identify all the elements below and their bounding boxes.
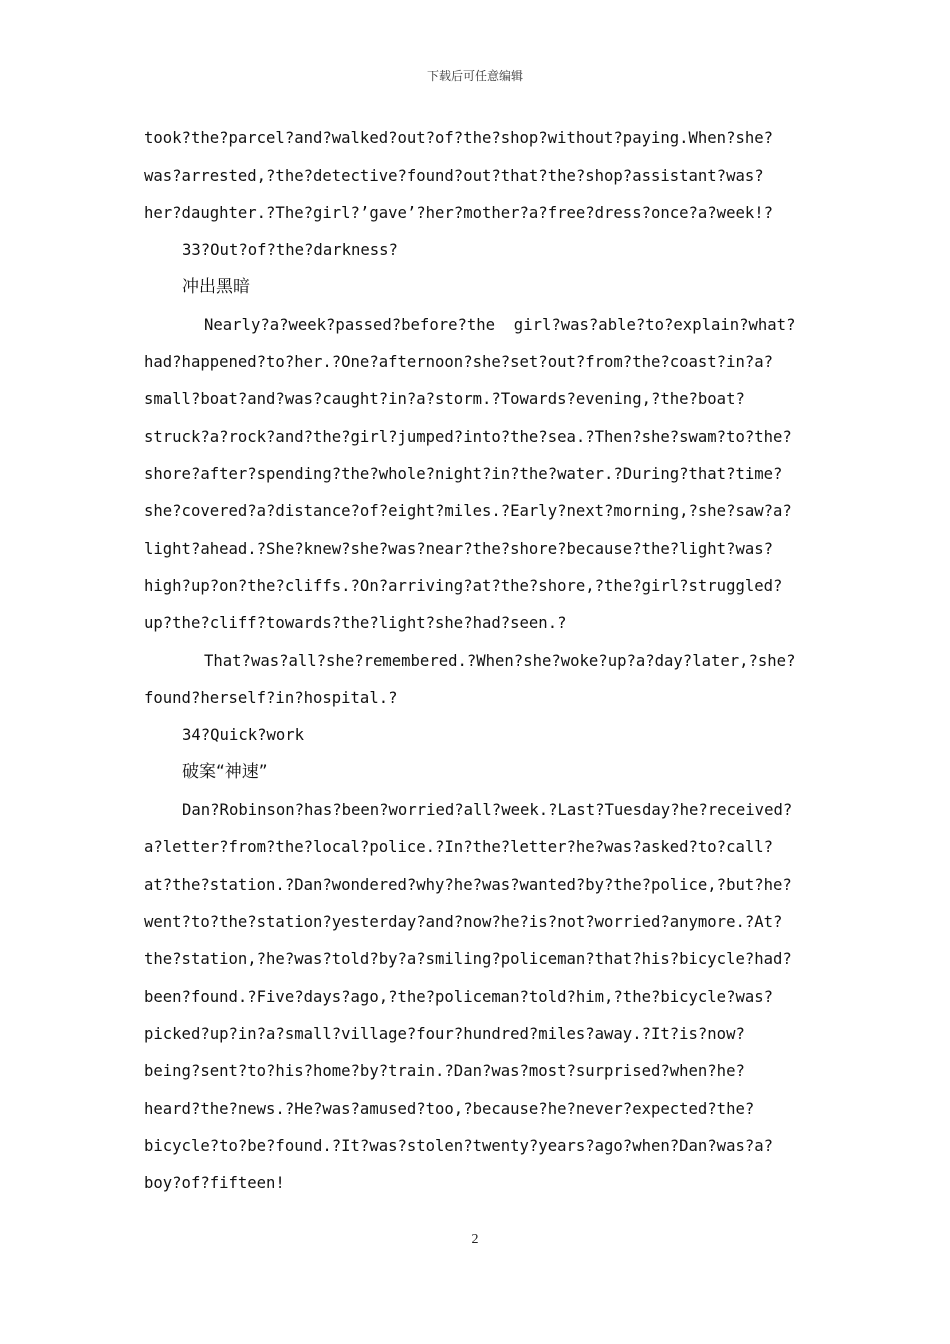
- text-line: picked?up?in?a?small?village?four?hundred?miles?away.?It?is?now?: [144, 1025, 745, 1043]
- section-title: 34?Quick?work: [182, 726, 305, 744]
- section-subtitle: 冲出黑暗: [182, 277, 250, 297]
- text-line: being?sent?to?his?home?by?train.?Dan?was?most?surprised?when?he?: [144, 1062, 745, 1080]
- text-line: a?letter?from?the?local?police.?In?the?letter?he?was?asked?to?call?: [144, 838, 774, 856]
- text-line: shore?after?spending?the?whole?night?in?the?water.?During?that?time?: [144, 465, 783, 483]
- text-line: struck?a?rock?and?the?girl?jumped?into?the?sea.?Then?she?swam?to?the?: [144, 428, 792, 446]
- text-line: light?ahead.?She?knew?she?was?near?the?shore?because?the?light?was?: [144, 540, 774, 558]
- text-line: her?daughter.?The?girl?’gave’?her?mother?a?free?dress?once?a?week!?: [144, 204, 774, 222]
- text-line: was?arrested,?the?detective?found?out?that?the?shop?assistant?was?: [144, 167, 764, 185]
- text-line: high?up?on?the?cliffs.?On?arriving?at?the?shore,?the?girl?struggled?: [144, 577, 783, 595]
- page-header: 下载后可任意编辑: [426, 69, 523, 83]
- text-line: found?herself?in?hospital.?: [144, 689, 398, 707]
- section-title: 33?Out?of?the?darkness?: [182, 241, 398, 259]
- text-line: at?the?station.?Dan?wondered?why?he?was?wanted?by?the?police,?but?he?: [144, 876, 792, 894]
- text-line: she?covered?a?distance?of?eight?miles.?Early?next?morning,?she?saw?a?: [144, 502, 792, 520]
- text-line: up?the?cliff?towards?the?light?she?had?seen.?: [144, 614, 567, 632]
- section-subtitle: 破案“神速”: [182, 762, 268, 782]
- text-line: the?station,?he?was?told?by?a?smiling?policeman?that?his?bicycle?had?: [144, 950, 792, 968]
- text-line: Nearly?a?week?passed?before?the girl?was?able?to?explain?what?: [204, 316, 796, 334]
- text-line: had?happened?to?her.?One?afternoon?she?set?out?from?the?coast?in?a?: [144, 353, 774, 371]
- text-line: That?was?all?she?remembered.?When?she?woke?up?a?day?later,?she?: [204, 652, 796, 670]
- text-line: been?found.?Five?days?ago,?the?policeman?told?him,?the?bicycle?was?: [144, 988, 774, 1006]
- page-number: 2: [471, 1232, 479, 1247]
- text-line: bicycle?to?be?found.?It?was?stolen?twenty?years?ago?when?Dan?was?a?: [144, 1137, 774, 1155]
- text-line: boy?of?fifteen!: [144, 1174, 285, 1192]
- text-line: small?boat?and?was?caught?in?a?storm.?Towards?evening,?the?boat?: [144, 390, 745, 408]
- text-line: heard?the?news.?He?was?amused?too,?because?he?never?expected?the?: [144, 1100, 755, 1118]
- text-line: went?to?the?station?yesterday?and?now?he?is?not?worried?anymore.?At?: [144, 913, 783, 931]
- text-line: Dan?Robinson?has?been?worried?all?week.?Last?Tuesday?he?received?: [182, 801, 793, 819]
- text-line: took?the?parcel?and?walked?out?of?the?shop?without?paying.When?she?: [144, 129, 774, 147]
